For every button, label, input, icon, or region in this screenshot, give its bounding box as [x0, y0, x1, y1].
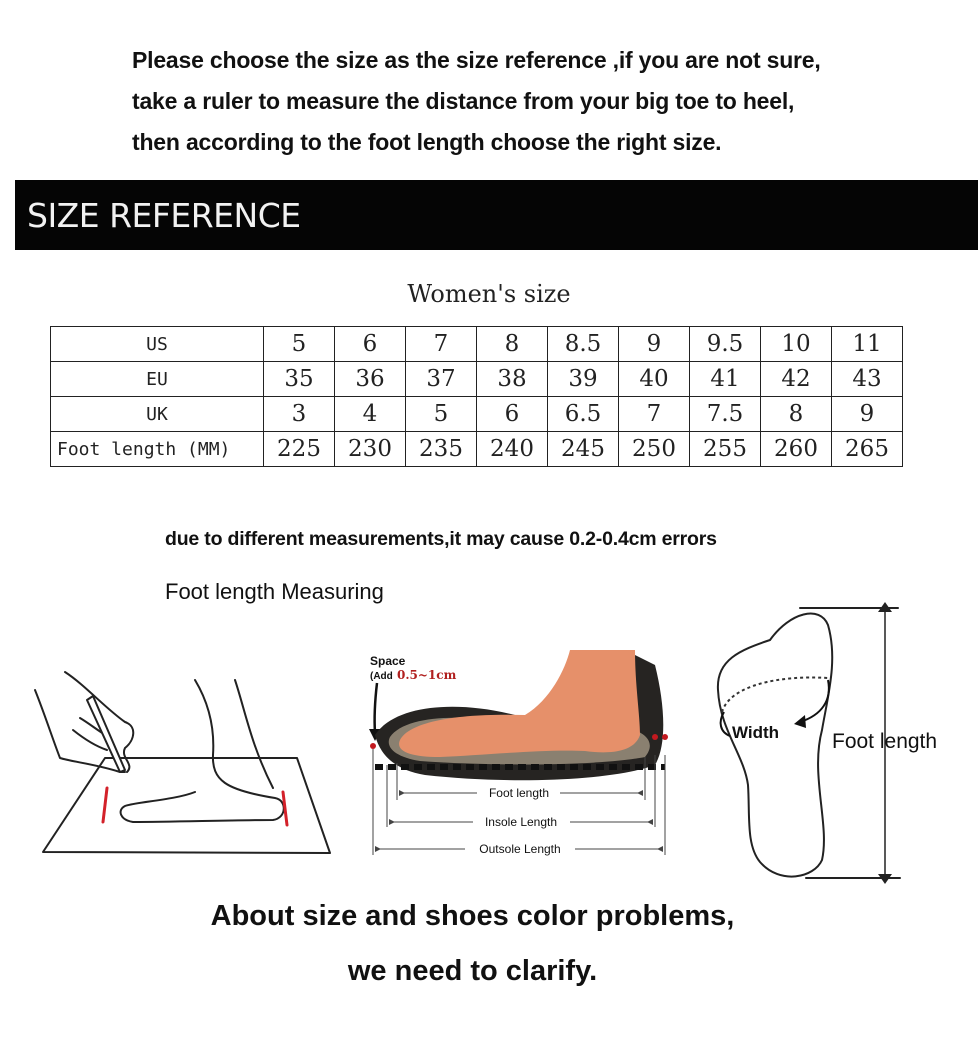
table-cell: 9.5	[690, 327, 761, 362]
foot-shape	[399, 650, 640, 757]
table-cell: 255	[690, 432, 761, 467]
footprint-length-label: Foot length	[832, 730, 938, 753]
table-cell: 11	[832, 327, 903, 362]
table-cell: 35	[264, 362, 335, 397]
table-cell: 6.5	[548, 397, 619, 432]
table-cell: 4	[335, 397, 406, 432]
hand-outline	[35, 690, 125, 772]
table-cell: 230	[335, 432, 406, 467]
add-value: 0.5~1cm	[397, 668, 457, 682]
measuring-title: Foot length Measuring	[165, 579, 384, 604]
table-caption: Women's size	[407, 280, 571, 308]
table-cell: 265	[832, 432, 903, 467]
row-label: US	[51, 327, 264, 362]
table-cell: 235	[406, 432, 477, 467]
intro-line-1: Please choose the size as the size reference ,if you are not sure,	[132, 47, 821, 73]
intro-line-2: take a ruler to measure the distance from your big toe to heel,	[132, 88, 795, 114]
table-cell: 6	[477, 397, 548, 432]
size-table-body	[51, 327, 903, 467]
table-cell: 6	[335, 327, 406, 362]
footprint-outline	[718, 614, 832, 877]
table-cell: 250	[619, 432, 690, 467]
table-cell: 225	[264, 432, 335, 467]
size-table	[50, 326, 903, 467]
table-cell: 43	[832, 362, 903, 397]
table-cell: 240	[477, 432, 548, 467]
leg-outline	[121, 680, 284, 822]
add-prefix: (Add	[370, 671, 393, 682]
intro-text	[132, 40, 952, 163]
arrow-left-icon	[794, 715, 806, 728]
row-label: UK	[51, 397, 264, 432]
table-cell: 36	[335, 362, 406, 397]
table-cell: 260	[761, 432, 832, 467]
table-row	[51, 397, 903, 432]
table-cell: 8	[477, 327, 548, 362]
table-row	[51, 362, 903, 397]
table-cell: 7.5	[690, 397, 761, 432]
measurement-note: due to different measurements,it may cause 0.2-0.4cm errors	[165, 528, 717, 550]
paper-sheet	[43, 758, 330, 853]
intro-line-3: then according to the foot length choose the right size.	[132, 129, 722, 155]
banner-title: SIZE REFERENCE	[27, 196, 301, 235]
table-cell: 39	[548, 362, 619, 397]
table-cell: 8.5	[548, 327, 619, 362]
table-cell: 41	[690, 362, 761, 397]
row-label: EU	[51, 362, 264, 397]
table-cell: 5	[406, 397, 477, 432]
footer-line-2: we need to clarify.	[347, 955, 598, 987]
table-cell: 7	[619, 397, 690, 432]
table-cell: 3	[264, 397, 335, 432]
outsole-length-label: Outsole Length	[479, 842, 561, 856]
table-row	[51, 432, 903, 467]
row-label: Foot length (MM)	[51, 432, 264, 467]
table-cell: 38	[477, 362, 548, 397]
size-reference-banner	[15, 180, 978, 250]
table-cell: 10	[761, 327, 832, 362]
table-cell: 245	[548, 432, 619, 467]
footer-line-1: About size and shoes color problems,	[210, 900, 735, 932]
table-cell: 8	[761, 397, 832, 432]
table-row	[51, 327, 903, 362]
footprint-illustration	[710, 600, 978, 890]
space-label: Space	[370, 654, 406, 668]
table-cell: 9	[619, 327, 690, 362]
table-cell: 9	[832, 397, 903, 432]
table-cell: 7	[406, 327, 477, 362]
table-cell: 40	[619, 362, 690, 397]
table-cell: 5	[264, 327, 335, 362]
table-cell: 37	[406, 362, 477, 397]
shoe-section-illustration	[365, 645, 675, 860]
foot-measuring-illustration	[25, 660, 345, 860]
table-cell: 42	[761, 362, 832, 397]
insole-length-label: Insole Length	[484, 815, 558, 829]
width-label: Width	[732, 723, 780, 742]
foot-length-label: Foot length	[488, 786, 550, 800]
